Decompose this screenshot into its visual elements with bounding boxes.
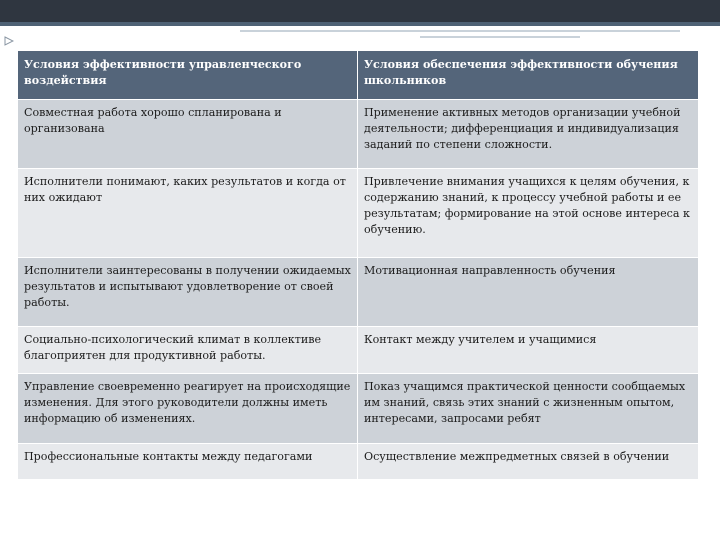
header-cell-learning: Условия обеспечения эффективности обучения школьников <box>358 51 699 100</box>
table-cell: Привлечение внимания учащихся к целям обучения, к содержанию знаний, к процессу учебной работы и ее результатам; формирование на этой основе интереса к обучению. <box>358 169 699 258</box>
slide-top-band <box>0 0 720 22</box>
table-row <box>18 444 699 480</box>
table-row <box>18 327 699 374</box>
decorative-line <box>240 30 680 32</box>
decorative-line <box>420 36 580 38</box>
table-row <box>18 258 699 327</box>
table-cell: Мотивационная направленность обучения <box>358 258 699 327</box>
table-cell: Профессиональные контакты между педагогами <box>18 444 358 480</box>
comparison-table <box>17 50 699 480</box>
table-header-row <box>18 51 699 100</box>
header-cell-management: Условия эффективности управленческого воздействия <box>18 51 358 100</box>
table-cell: Контакт между учителем и учащимися <box>358 327 699 374</box>
table-cell: Управление своевременно реагирует на происходящие изменения. Для этого руководители должны иметь информацию об изменениях. <box>18 374 358 444</box>
table-cell: Осуществление межпредметных связей в обучении <box>358 444 699 480</box>
slide-marker-icon <box>4 36 14 46</box>
table-cell: Применение активных методов организации учебной деятельности; дифференциация и индивидуализация заданий по степени сложности. <box>358 100 699 169</box>
slide-top-accent <box>0 22 720 26</box>
table-cell: Исполнители понимают, каких результатов и когда от них ожидают <box>18 169 358 258</box>
table-cell: Показ учащимся практической ценности сообщаемых им знаний, связь этих знаний с жизненным опытом, интересами, запросами ребят <box>358 374 699 444</box>
table-cell: Социально-психологический климат в коллективе благоприятен для продуктивной работы. <box>18 327 358 374</box>
table-row <box>18 374 699 444</box>
table-row <box>18 169 699 258</box>
table-row <box>18 100 699 169</box>
table-cell: Совместная работа хорошо спланирована и организована <box>18 100 358 169</box>
table-cell: Исполнители заинтересованы в получении ожидаемых результатов и испытывают удовлетворение от своей работы. <box>18 258 358 327</box>
